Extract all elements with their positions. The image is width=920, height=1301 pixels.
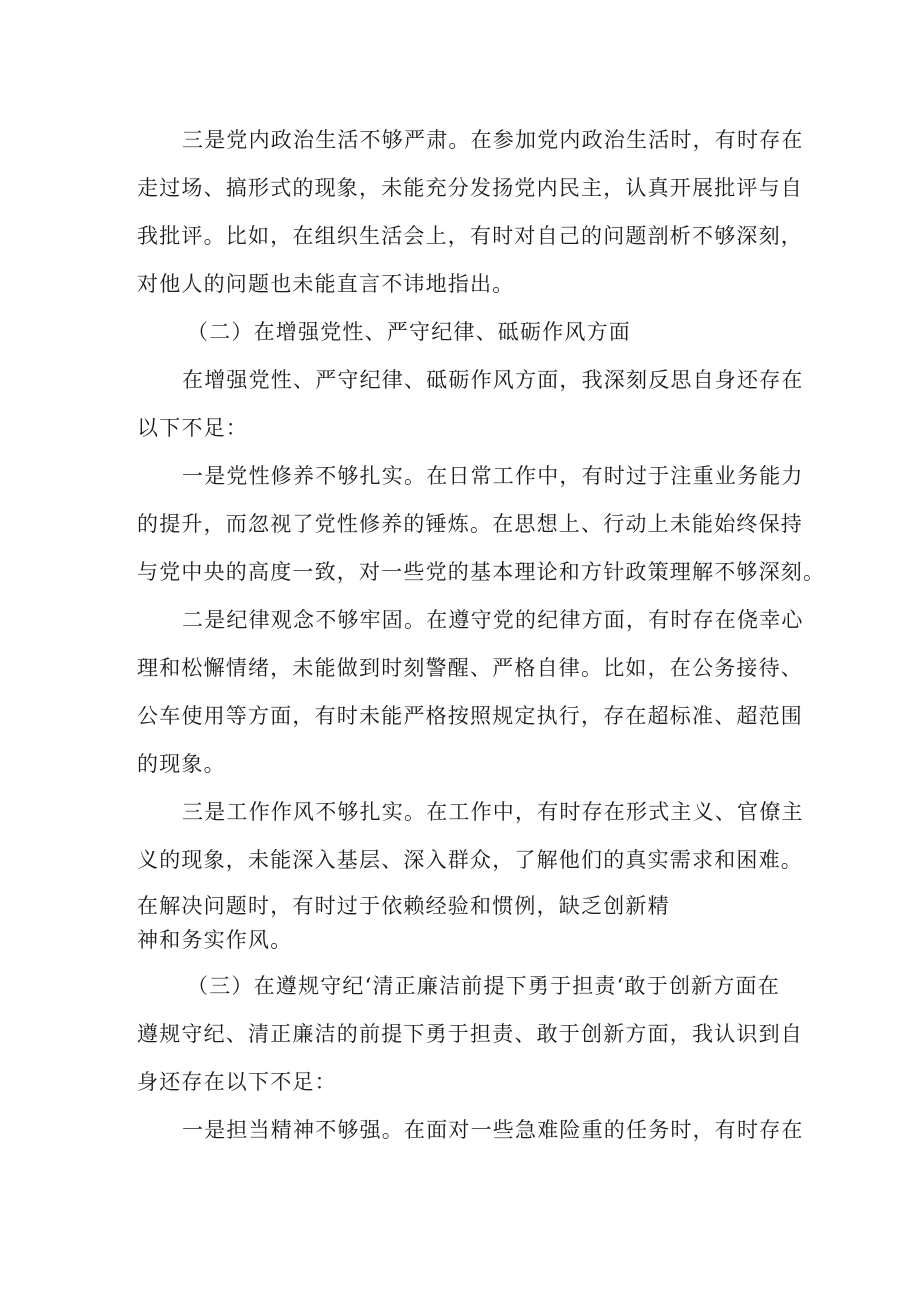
text-line: 一是党性修养不够扎实。在日常工作中，有时过于注重业务能力 xyxy=(182,464,804,488)
text-line: 以下不足： xyxy=(137,416,248,440)
text-line: 三是党内政治生活不够严肃。在参加党内政治生活时，有时存在 xyxy=(182,128,804,152)
text-line: 与党中央的高度一致，对一些党的基本理论和方针政策理解不够深刻。 xyxy=(137,560,826,584)
text-line: 走过场、搞形式的现象，未能充分发扬党内民主，认真开展批评与自 xyxy=(137,176,803,200)
text-line: 在解决问题时，有时过于依赖经验和惯例，缺乏创新精 xyxy=(137,894,670,918)
heading-line: 身还存在以下不足： xyxy=(137,1070,337,1094)
text-line: 公车使用等方面，有时未能严格按照规定执行，存在超标准、超范围 xyxy=(137,704,803,728)
heading-line: （二）在增强党性、严守纪律、砥砺作风方面 xyxy=(187,320,631,344)
text-line: 的现象。 xyxy=(137,752,226,776)
text-line: 二是纪律观念不够牢固。在遵守党的纪律方面，有时存在侥幸心 xyxy=(182,608,804,632)
text-line: 理和松懈情绪，未能做到时刻警醒、严格自律。比如，在公务接待、 xyxy=(137,656,803,680)
text-line: 义的现象，未能深入基层、深入群众，了解他们的真实需求和困难。 xyxy=(137,848,803,872)
heading-line: 遵规守纪、清正廉洁的前提下勇于担责、敢于创新方面，我认识到自 xyxy=(137,1022,803,1046)
text-line: 对他人的问题也未能直言不讳地指出。 xyxy=(137,272,515,296)
text-line: 在增强党性、严守纪律、砥砺作风方面，我深刻反思自身还存在 xyxy=(182,368,804,392)
text-line: 我批评。比如，在组织生活会上，有时对自己的问题剖析不够深刻， xyxy=(137,224,803,248)
text-line: 神和务实作风。 xyxy=(137,928,293,952)
heading-line: （三）在遵规守纪‘清正廉洁前提下勇于担责‘敢于创新方面在 xyxy=(187,974,780,998)
text-line: 一是担当精神不够强。在面对一些急难险重的任务时，有时存在 xyxy=(182,1118,804,1142)
text-line: 三是工作作风不够扎实。在工作中，有时存在形式主义、官僚主 xyxy=(182,800,804,824)
text-line: 的提升，而忽视了党性修养的锤炼。在思想上、行动上未能始终保持 xyxy=(137,512,803,536)
